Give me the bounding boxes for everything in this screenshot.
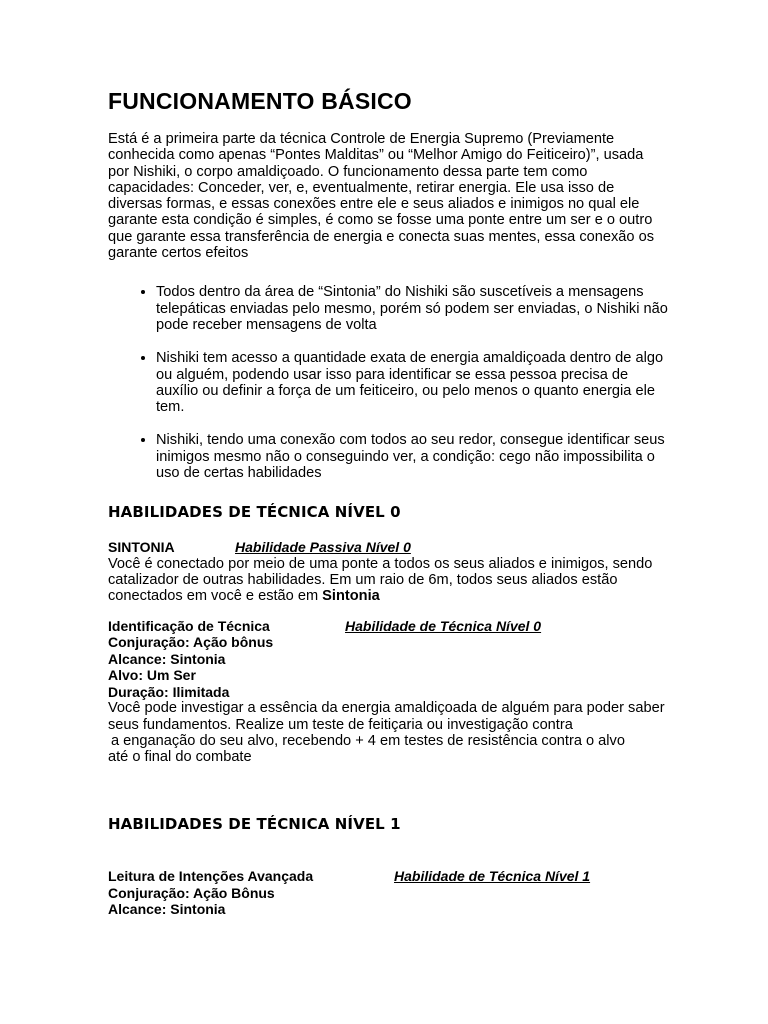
description-bold-term: Sintonia	[322, 588, 380, 605]
ability-header-leitura	[108, 868, 668, 885]
ability-description-sintonia	[108, 556, 668, 605]
stat-duracao: Duração: Ilimitada	[108, 683, 230, 700]
ability-type: Habilidade Passiva Nível 0	[235, 539, 411, 556]
list-item: • Nishiki, tendo uma conexão com todos ao seu redor, consegue identificar seus inimigos mesmo não o conseguindo ver, a condição: cego não impossibilita o uso de certas habilidades	[156, 432, 668, 481]
stat-alcance: Alcance: Sintonia	[108, 901, 226, 918]
ability-description-line: até o final do combate	[108, 749, 252, 766]
list-item: • Todos dentro da área de “Sintonia” do Nishiki são suscetíveis a mensagens telepáticas enviadas pelo mesmo, porém só podem ser enviadas, o Nishiki não pode receber mensagens de volta	[156, 284, 668, 333]
ability-description-line: a enganação do seu alvo, recebendo + 4 em testes de resistência contra o alvo	[111, 732, 625, 749]
page-title: FUNCIONAMENTO BÁSICO	[108, 88, 412, 114]
ability-name: Identificação de Técnica	[108, 617, 270, 634]
ability-type: Habilidade de Técnica Nível 0	[345, 617, 542, 634]
ability-name: Leitura de Intenções Avançada	[108, 868, 314, 885]
stat-conjuracao: Conjuração: Ação Bônus	[108, 884, 275, 901]
section-heading-level-1: HABILIDADES DE TÉCNICA NÍVEL 1	[108, 815, 401, 834]
stat-conjuracao: Conjuração: Ação bônus	[108, 634, 274, 651]
feature-list	[108, 284, 668, 481]
stat-alvo: Alvo: Um Ser	[108, 667, 196, 684]
ability-type: Habilidade de Técnica Nível 1	[394, 868, 591, 885]
ability-header-identificacao	[108, 618, 668, 635]
list-item: • Nishiki tem acesso a quantidade exata de energia amaldiçoada dentro de algo ou alguém, podendo usar isso para identificar se essa pessoa precisa de auxílio ou definir a força de um feiticeiro, ou pelo menos o quanto energia ele tem.	[156, 350, 668, 415]
document-page	[108, 86, 668, 918]
section-heading-level-0: HABILIDADES DE TÉCNICA NÍVEL 0	[108, 503, 401, 522]
intro-paragraph: Está é a primeira parte da técnica Controle de Energia Supremo (Previamente conhecida como apenas “Pontes Malditas” ou “Melhor Amigo do Feiticeiro)”, usada por Nishiki, o corpo amaldiçoado. O funcionamento dessa parte tem como capacidades: Conceder, ver, e, eventualmente, retirar energia. Ele usa isso de diversas formas, e essas conexões entre ele e seus aliados e inimigos no qual ele garante esta condição é simples, é como se fosse uma ponte entre um ser e o outro que garante essa transferência de energia e conecta suas mentes, essa conexão os garante certos efeitos	[108, 131, 654, 262]
ability-header-sintonia	[108, 539, 668, 556]
ability-name: SINTONIA	[108, 539, 175, 556]
description-text: Você é conectado por meio de uma ponte a todos os seus aliados e inimigos, sendo catalizador de outras habilidades. Em um raio de 6m, todos seus aliados estão conectados em você e estão em	[108, 555, 653, 605]
ability-description-line: Você pode investigar a essência da energia amaldiçoada de alguém para poder saber seus fundamentos. Realize um teste de feitiçaria ou investigação contra	[108, 700, 665, 733]
stat-alcance: Alcance: Sintonia	[108, 650, 226, 667]
